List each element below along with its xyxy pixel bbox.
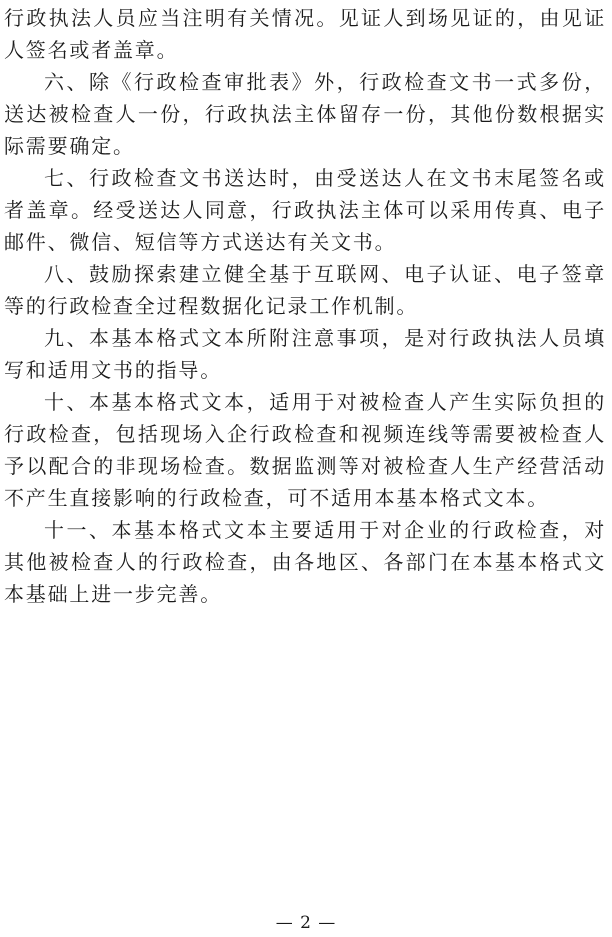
paragraph-item-6: 六、除《行政检查审批表》外，行政检查文书一式多份，送达被检查人一份，行政执法主体留存一份，其他份数根据实际需要确定。 xyxy=(4,70,606,158)
paragraph-item-9: 九、本基本格式文本所附注意事项，是对行政执法人员填写和适用文书的指导。 xyxy=(4,326,606,382)
page-number: — 2 — xyxy=(275,913,337,933)
paragraph-item-7: 七、行政检查文书送达时，由受送达人在文书末尾签名或者盖章。经受送达人同意，行政执法主体可以采用传真、电子邮件、微信、短信等方式送达有关文书。 xyxy=(4,166,606,254)
paragraph-item-11: 十一、本基本格式文本主要适用于对企业的行政检查，对其他被检查人的行政检查，由各地区、各部门在本基本格式文本基础上进一步完善。 xyxy=(4,518,606,606)
document-body xyxy=(4,2,606,610)
paragraph-item-10: 十、本基本格式文本，适用于对被检查人产生实际负担的行政检查，包括现场入企行政检查和视频连线等需要被检查人予以配合的非现场检查。数据监测等对被检查人生产经营活动不产生直接影响的行政检查，可不适用本基本格式文本。 xyxy=(4,390,606,510)
paragraph-continuation: 行政执法人员应当注明有关情况。见证人到场见证的，由见证人签名或者盖章。 xyxy=(4,6,606,62)
paragraph-item-8: 八、鼓励探索建立健全基于互联网、电子认证、电子签章等的行政检查全过程数据化记录工作机制。 xyxy=(4,262,606,318)
